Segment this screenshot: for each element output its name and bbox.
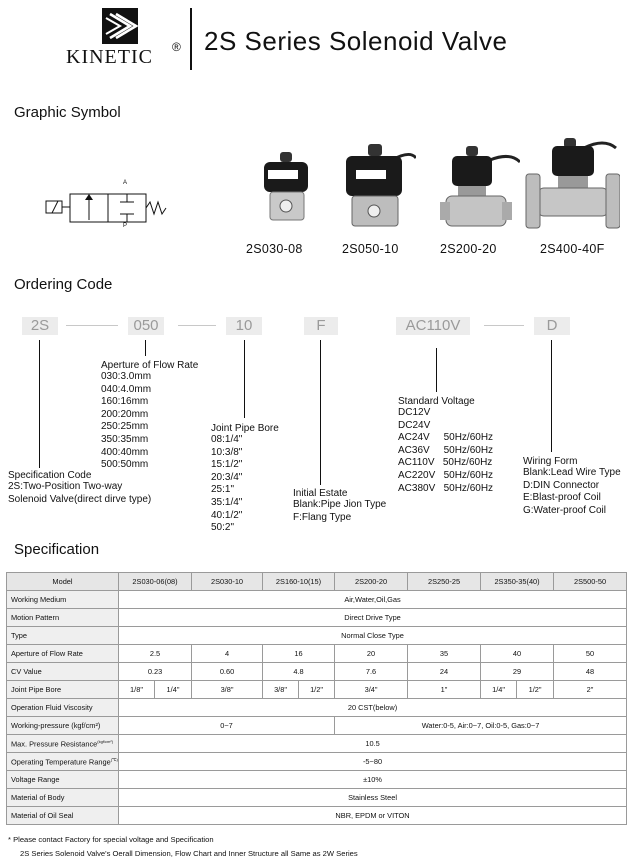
- cell: 20: [335, 645, 408, 663]
- spec-table: [6, 572, 627, 825]
- cell: 3/4": [335, 681, 408, 699]
- initial-estate-block: [293, 488, 386, 524]
- voltage-item: DC12V: [398, 407, 431, 418]
- row-label: Voltage Range: [7, 771, 119, 789]
- model-col: 2S200-20: [335, 573, 408, 591]
- cell: ±10%: [119, 771, 627, 789]
- cell: 1/2": [299, 681, 335, 699]
- cell: 1/4": [481, 681, 517, 699]
- model-col: 2S160-10(15): [263, 573, 335, 591]
- row-label-text: Max. Pressure Resistance: [11, 739, 98, 749]
- valve-photo-2s400: [524, 134, 620, 234]
- table-row: [7, 609, 627, 627]
- joint-bore-item: 35:1/4": [211, 496, 243, 508]
- table-row: [7, 645, 627, 663]
- table-header-row: [7, 573, 627, 591]
- code-box-bore: 10: [226, 317, 262, 335]
- cell: 24: [408, 663, 481, 681]
- code-box-voltage: AC110V: [396, 317, 470, 335]
- valve-photo-2s050: [336, 140, 416, 230]
- table-row: [7, 681, 627, 699]
- row-label: Motion Pattern: [7, 609, 119, 627]
- code-box-aperture: 050: [128, 317, 164, 335]
- model-col: 2S250-25: [408, 573, 481, 591]
- valve-photo-2s030: [250, 150, 330, 240]
- aperture-block: [101, 360, 198, 472]
- port-a-label: A: [123, 180, 128, 186]
- cell: Direct Drive Type: [119, 609, 627, 627]
- spec-code-block: [8, 470, 151, 506]
- wiring-item: Blank:Lead Wire Type: [523, 467, 621, 478]
- connector-voltage: [436, 348, 437, 392]
- connector-aperture: [145, 340, 146, 356]
- aperture-item: 200:20mm: [101, 408, 149, 420]
- row-label: Material of Oil Seal: [7, 807, 119, 825]
- voltage-item: AC24V 50Hz/60Hz: [398, 432, 494, 444]
- voltage-item: AC36V 50Hz/60Hz: [398, 444, 494, 456]
- voltage-title: Standard Voltage: [398, 396, 475, 407]
- joint-bore-item: 10:3/8": [211, 446, 243, 458]
- row-label-unit: (℃): [110, 756, 118, 762]
- joint-bore-title: Joint Pipe Bore: [211, 423, 279, 434]
- row-label: [7, 735, 119, 753]
- cell: 2": [554, 681, 627, 699]
- code-box-estate: F: [304, 317, 338, 335]
- wiring-block: [523, 456, 621, 517]
- cell: Stainless Steel: [119, 789, 627, 807]
- aperture-item: 350:35mm: [101, 433, 149, 445]
- aperture-item: 250:25mm: [101, 421, 149, 433]
- cell: 4: [192, 645, 263, 663]
- ordering-code-heading: Ordering Code: [14, 276, 113, 293]
- cell: 7.6: [335, 663, 408, 681]
- header-divider: [190, 8, 192, 70]
- joint-bore-block: [211, 423, 279, 535]
- row-label: Working Medium: [7, 591, 119, 609]
- footnote-contact: * Please contact Factory for special voltage and Specification: [8, 835, 214, 844]
- cell: 20 CST(below): [119, 699, 627, 717]
- cell: 50: [554, 645, 627, 663]
- cell: 0.60: [192, 663, 263, 681]
- row-label: CV Value: [7, 663, 119, 681]
- valve-photo-2s200: [440, 140, 520, 230]
- model-col: 2S030-10: [192, 573, 263, 591]
- model-header: Model: [7, 573, 119, 591]
- registered-mark: ®: [172, 40, 181, 54]
- cell: 3/8": [192, 681, 263, 699]
- graphic-symbol-heading: Graphic Symbol: [14, 104, 121, 121]
- row-label-text: Operating Temperature Range: [11, 757, 111, 767]
- cell: 3/8": [263, 681, 299, 699]
- footnote-same-as-2w: 2S Series Solenoid Valve's Oerall Dimension, Flow Chart and Inner Structure all Same as 2W Series: [20, 849, 358, 858]
- wiring-item: D:DIN Connector: [523, 479, 600, 491]
- aperture-item: 160:16mm: [101, 396, 149, 408]
- model-col: 2S350-35(40): [481, 573, 554, 591]
- initial-estate-item: Blank:Pipe Jion Type: [293, 499, 387, 510]
- cell: 35: [408, 645, 481, 663]
- voltage-item: DC24V: [398, 419, 431, 431]
- valve-caption-2: 2S050-10: [342, 242, 399, 256]
- spec-code-line: Solenoid Valve(direct dirve type): [8, 493, 152, 505]
- connector-series: [39, 340, 40, 468]
- code-dash-2: [178, 325, 216, 326]
- aperture-item: 400:40mm: [101, 446, 149, 458]
- spec-code-title: Specification Code: [8, 470, 92, 481]
- wiring-title: Wiring Form: [523, 456, 578, 467]
- cell: 2.5: [119, 645, 192, 663]
- joint-bore-item: 40:1/2": [211, 509, 243, 521]
- cell: 1": [408, 681, 481, 699]
- initial-estate-title: Initial Estate: [293, 488, 348, 499]
- connector-bore: [244, 340, 245, 418]
- initial-estate-item: F:Flang Type: [293, 511, 352, 523]
- connector-estate: [320, 340, 321, 485]
- page-title: 2S Series Solenoid Valve: [204, 26, 508, 56]
- cell: 4.8: [263, 663, 335, 681]
- voltage-block: [398, 396, 493, 495]
- cell: 29: [481, 663, 554, 681]
- table-row: [7, 753, 627, 771]
- aperture-item: 030:3.0mm: [101, 371, 152, 382]
- model-col: 2S030-06(08): [119, 573, 192, 591]
- port-p-label: P: [123, 223, 128, 229]
- code-dash-3: [484, 325, 524, 326]
- cell: -5~80: [119, 753, 627, 771]
- row-label: Working-pressure (kgf/cm²): [7, 717, 119, 735]
- specification-heading: Specification: [14, 541, 100, 558]
- valve-graphic-symbol: [40, 178, 170, 238]
- voltage-item: AC380V 50Hz/60Hz: [398, 482, 494, 494]
- kinetic-logo-mark: [102, 8, 138, 44]
- cell: 1/2": [517, 681, 554, 699]
- spec-code-line: 2S:Two-Position Two-way: [8, 481, 123, 492]
- cell: 1/4": [155, 681, 192, 699]
- row-label: [7, 753, 119, 771]
- wiring-item: G:Water-proof Coil: [523, 504, 606, 516]
- model-col: 2S500-50: [554, 573, 627, 591]
- valve-caption-1: 2S030-08: [246, 242, 303, 256]
- aperture-item: 040:4.0mm: [101, 383, 152, 395]
- row-label: Type: [7, 627, 119, 645]
- table-row: [7, 807, 627, 825]
- joint-bore-item: 25:1": [211, 484, 235, 496]
- cell: 0~7: [119, 717, 335, 735]
- connector-wiring: [551, 340, 552, 452]
- cell: 0.23: [119, 663, 192, 681]
- table-row: [7, 699, 627, 717]
- cell: 48: [554, 663, 627, 681]
- cell: Air,Water,Oil,Gas: [119, 591, 627, 609]
- cell: Normal Close Type: [119, 627, 627, 645]
- cell: 10.5: [119, 735, 627, 753]
- wiring-item: E:Blast-proof Coil: [523, 492, 601, 504]
- voltage-item: AC220V 50Hz/60Hz: [398, 469, 494, 481]
- joint-bore-item: 20:3/4": [211, 471, 243, 483]
- table-row: [7, 789, 627, 807]
- code-dash-1: [66, 325, 118, 326]
- table-row: [7, 717, 627, 735]
- table-row: [7, 627, 627, 645]
- brand-name: KINETIC: [66, 46, 153, 68]
- joint-bore-item: 15:1/2": [211, 459, 243, 471]
- row-label: Aperture of Flow Rate: [7, 645, 119, 663]
- joint-bore-item: 50:2": [211, 522, 235, 534]
- cell: 1/8": [119, 681, 155, 699]
- cell: NBR, EPDM or VITON: [119, 807, 627, 825]
- table-row: [7, 591, 627, 609]
- cell: Water:0-5, Air:0~7, Oil:0-5, Gas:0~7: [335, 717, 627, 735]
- valve-caption-4: 2S400-40F: [540, 242, 605, 256]
- row-label: Joint Pipe Bore: [7, 681, 119, 699]
- table-row: [7, 735, 627, 753]
- table-row: [7, 663, 627, 681]
- row-label: Material of Body: [7, 789, 119, 807]
- row-label: Operation Fluid Viscosity: [7, 699, 119, 717]
- voltage-item: AC110V 50Hz/60Hz: [398, 457, 493, 469]
- joint-bore-item: 08:1/4": [211, 434, 243, 445]
- aperture-item: 500:50mm: [101, 459, 149, 471]
- valve-caption-3: 2S200-20: [440, 242, 497, 256]
- cell: 40: [481, 645, 554, 663]
- table-row: [7, 771, 627, 789]
- code-box-series: 2S: [22, 317, 58, 335]
- row-label-unit: (kgf/cm²): [97, 738, 114, 744]
- code-box-wiring: D: [534, 317, 570, 335]
- aperture-title: Aperture of Flow Rate: [101, 360, 199, 371]
- cell: 16: [263, 645, 335, 663]
